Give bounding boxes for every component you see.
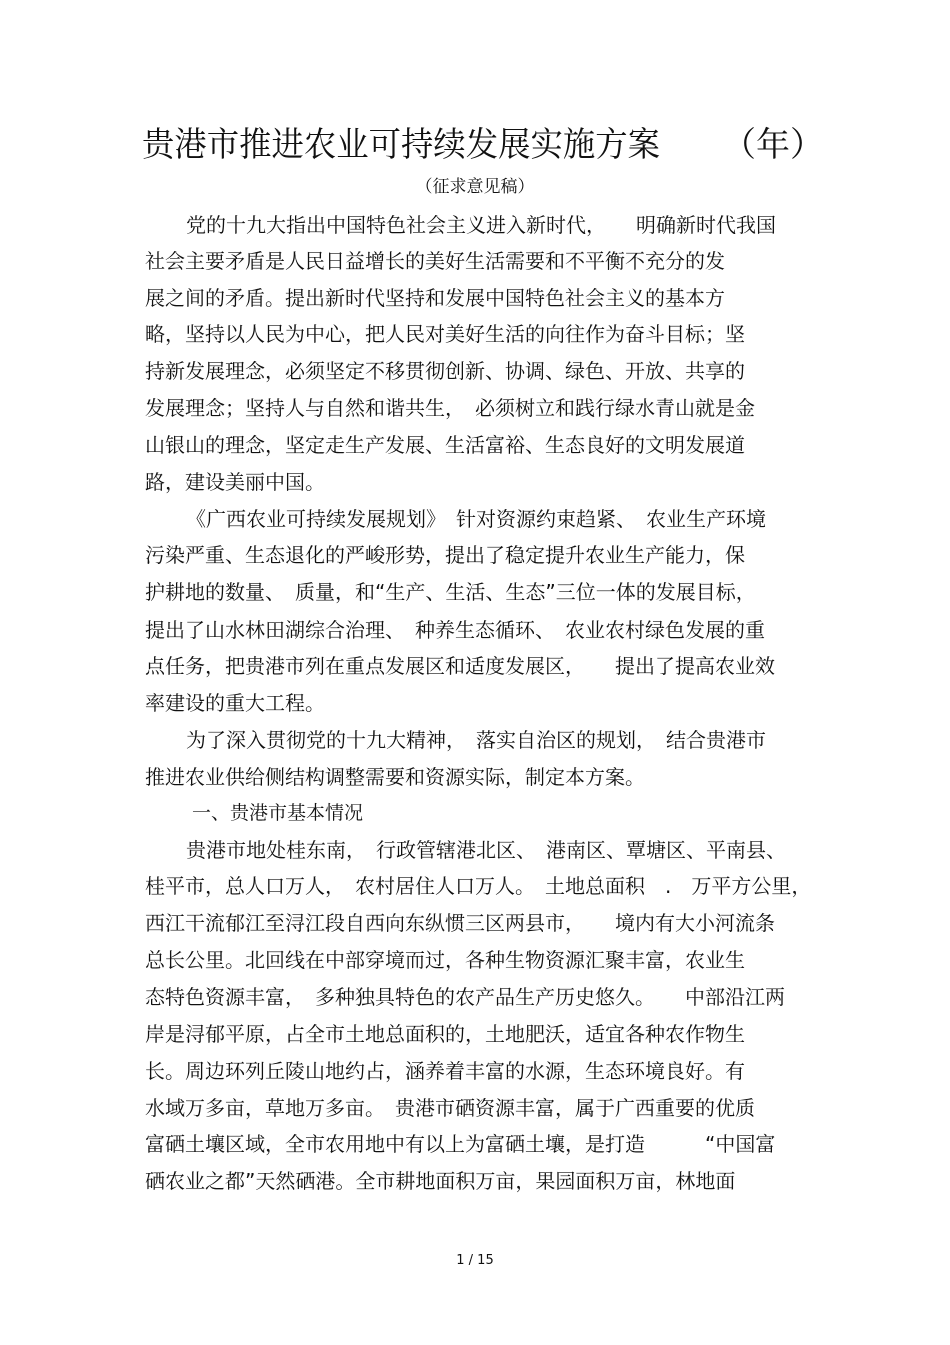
body-line: 推进农业供给侧结构调整需要和资源实际，制定本方案。 [145,765,645,789]
body-line: 长。周边环列丘陵山地约占，涵养着丰富的水源，生态环境良好。有 [145,1059,745,1083]
body-line: 持新发展理念，必须坚定不移贯彻创新、协调、绿色、开放、共享的 [145,359,745,383]
body-line: 率建设的重大工程。 [145,691,325,715]
body-line: 西江干流郁江至浔江段自西向东纵惯三区两县市， 境内有大小河流条 [145,911,775,935]
document-title-year: （年） [722,125,824,165]
body-line: 硒农业之都”天然硒港。全市耕地面积万亩，果园面积万亩，林地面 [145,1169,736,1193]
body-line: 桂平市，总人口万人， 农村居住人口万人。 土地总面积 . 万平方公里， [145,874,812,898]
body-line: 富硒土壤区域，全市农用地中有以上为富硒土壤，是打造 “中国富 [145,1132,776,1156]
body-line: 水域万多亩，草地万多亩。 贵港市硒资源丰富，属于广西重要的优质 [145,1096,755,1120]
body-line: 提出了山水林田湖综合治理、 种养生态循环、 农业农村绿色发展的重 [145,618,765,642]
document-title: 贵港市推进农业可持续发展实施方案 [142,125,660,165]
body-line: 点任务，把贵港市列在重点发展区和适度发展区， 提出了提高农业效 [145,654,775,678]
body-line: 岸是浔郁平原，占全市土地总面积的，土地肥沃，适宜各种农作物生 [145,1022,745,1046]
body-line: 为了深入贯彻党的十九大精神， 落实自治区的规划， 结合贵港市 [186,728,766,752]
body-line: 路，建设美丽中国。 [145,470,325,494]
section-heading: 一、贵港市基本情况 [192,802,364,824]
body-line: 展之间的矛盾。提出新时代坚持和发展中国特色社会主义的基本方 [145,286,725,310]
body-line: 护耕地的数量、 质量，和“生产、生活、生态”三位一体的发展目标， [145,580,756,604]
body-line: 污染严重、生态退化的严峻形势，提出了稳定提升农业生产能力，保 [145,543,745,567]
document-subtitle: （征求意见稿） [415,177,535,197]
body-line: 《广西农业可持续发展规划》 针对资源约束趋紧、 农业生产环境 [186,507,766,531]
page-number: 1 / 15 [456,1253,494,1268]
body-line: 略，坚持以人民为中心，把人民对美好生活的向往作为奋斗目标；坚 [145,322,745,346]
body-line: 发展理念；坚持人与自然和谐共生， 必须树立和践行绿水青山就是金 [145,396,755,420]
body-line: 总长公里。北回线在中部穿境而过，各种生物资源汇聚丰富，农业生 [145,948,745,972]
body-line: 社会主要矛盾是人民日益增长的美好生活需要和不平衡不充分的发 [145,249,725,273]
body-line: 态特色资源丰富， 多种独具特色的农产品生产历史悠久。 中部沿江两 [145,985,785,1009]
body-line: 山银山的理念，坚定走生产发展、生活富裕、生态良好的文明发展道 [145,433,745,457]
body-line: 贵港市地处桂东南， 行政管辖港北区、 港南区、覃塘区、平南县、 [186,838,786,862]
body-line: 党的十九大指出中国特色社会主义进入新时代， 明确新时代我国 [186,213,776,237]
